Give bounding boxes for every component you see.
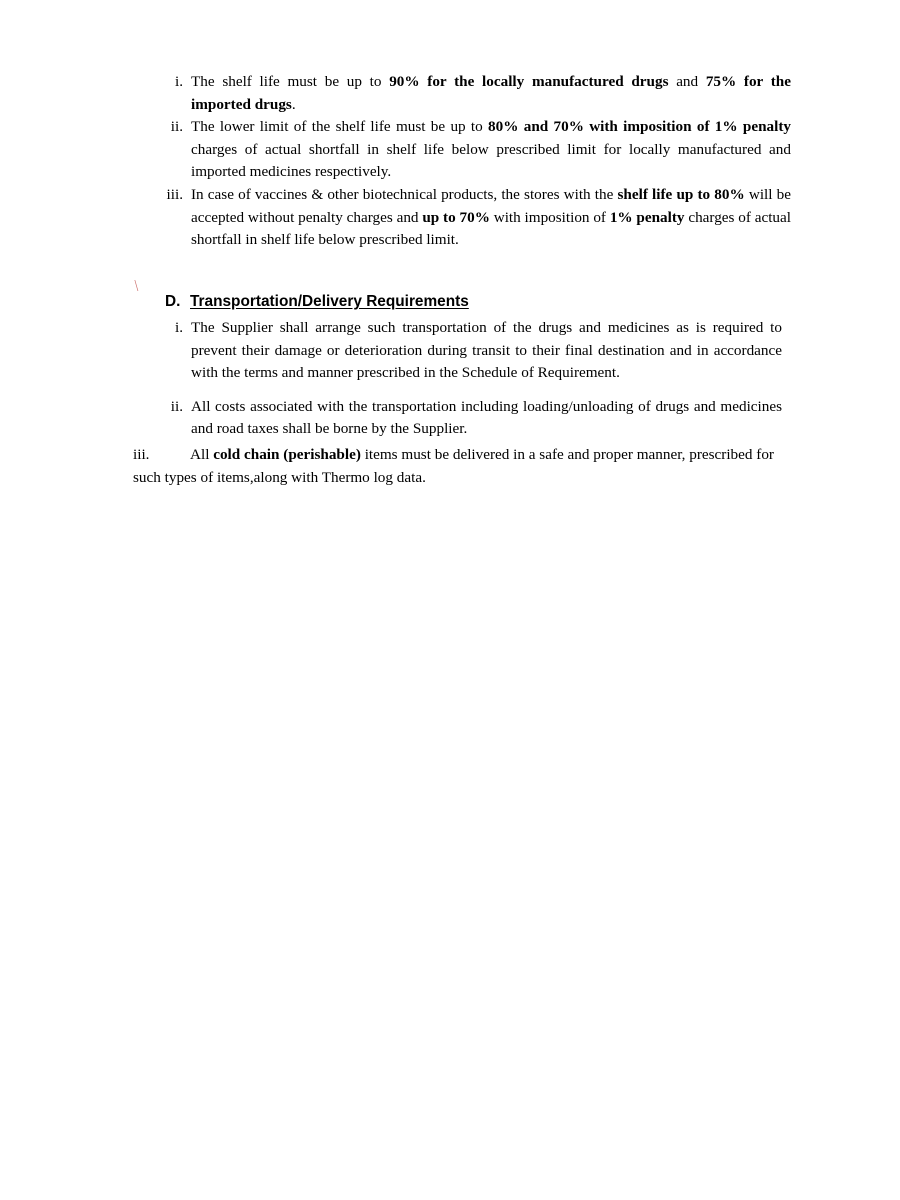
emphasised-text: 80% and 70% with imposition of 1% penalty bbox=[488, 118, 791, 136]
body-text: The shelf life must be up to bbox=[191, 73, 390, 90]
emphasised-text: cold chain (perishable) bbox=[213, 446, 361, 463]
emphasised-text: 75% for the imported drugs bbox=[191, 73, 791, 113]
transportation-requirements-list bbox=[133, 317, 782, 441]
body-text: charges of actual shortfall in shelf life below prescribed limit for locally manufactured and imported medicines respectively. bbox=[191, 140, 791, 181]
section-d-title: Transportation/Delivery Requirements bbox=[190, 293, 469, 310]
list-marker: ii. bbox=[170, 397, 183, 415]
shelf-life-clause-list bbox=[133, 71, 791, 252]
list-item-text bbox=[191, 116, 791, 184]
list-item-text bbox=[191, 396, 782, 441]
list-marker: i. bbox=[174, 319, 183, 336]
list-marker: iii. bbox=[133, 446, 150, 463]
body-text: All costs associated with the transportation including loading/unloading of drugs and medicines and road taxes shall be borne by the Supplier. bbox=[191, 397, 782, 438]
cold-chain-clause bbox=[133, 444, 793, 489]
body-text: items must be delivered in a safe and proper manner, prescribed for such types of items,along with Thermo log data. bbox=[133, 446, 774, 486]
body-text: The Supplier shall arrange such transportation of the drugs and medicines as is required to prevent their damage or deterioration during transit to their final destination and in accordance with the terms and manner prescribed in the Schedule of Requirement. bbox=[191, 319, 782, 382]
list-marker: i. bbox=[174, 73, 183, 90]
list-item bbox=[133, 71, 791, 116]
emphasised-text: up to 70% bbox=[422, 208, 490, 226]
list-item bbox=[133, 396, 782, 441]
section-d-letter: D. bbox=[165, 293, 181, 310]
emphasised-text: 1% penalty bbox=[609, 208, 685, 226]
body-text: will be accepted without penalty charges and bbox=[191, 185, 791, 226]
body-text: In case of vaccines & other biotechnical products, the stores with the bbox=[191, 185, 618, 203]
section-d-heading bbox=[165, 292, 469, 312]
red-slash-annotation: \ bbox=[134, 276, 139, 295]
list-item bbox=[133, 317, 782, 385]
body-text: with imposition of bbox=[489, 208, 610, 226]
list-marker: iii. bbox=[166, 185, 183, 203]
list-item-text bbox=[191, 71, 791, 116]
emphasised-text: 90% for the locally manufactured drugs bbox=[389, 73, 669, 90]
list-marker: ii. bbox=[170, 118, 183, 136]
emphasised-text: shelf life up to 80% bbox=[617, 185, 745, 203]
list-item bbox=[133, 184, 791, 252]
body-text: charges of actual shortfall in shelf life below prescribed limit. bbox=[191, 208, 791, 249]
body-text: All bbox=[190, 446, 214, 463]
cold-chain-clause-text bbox=[133, 446, 774, 486]
list-item bbox=[133, 116, 791, 184]
list-item-text bbox=[191, 317, 782, 385]
body-text: and bbox=[668, 73, 706, 90]
list-item-text bbox=[191, 184, 791, 252]
body-text: The lower limit of the shelf life must be up to bbox=[191, 118, 489, 136]
body-text: . bbox=[291, 95, 296, 113]
